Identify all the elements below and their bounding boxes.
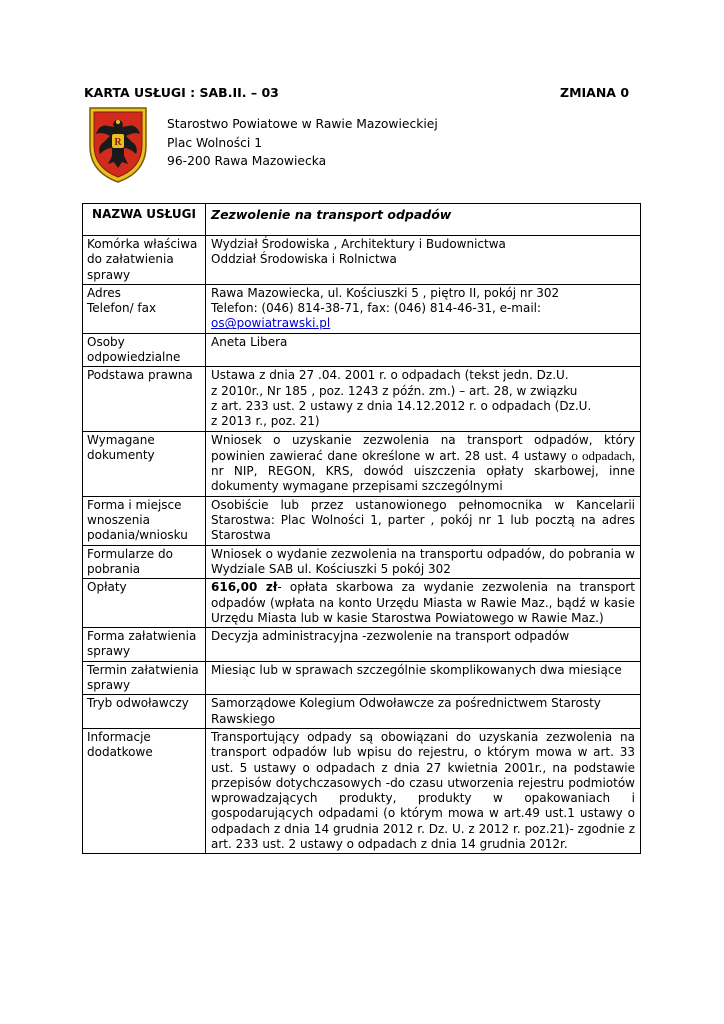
fee-amount: 616,00 zł: [211, 580, 278, 595]
revision-label: ZMIANA 0: [560, 85, 630, 100]
submission-form-label: Forma i miejsce wnoszenia podania/wniosku: [83, 496, 206, 545]
required-docs-label: Wymagane dokumenty: [83, 431, 206, 496]
docs-text-2: nr NIP, REGON, KRS, dowód uiszczenia opłaty skarbowej, inne dokumenty wymagane przepisami szczególnymi: [211, 464, 635, 494]
deadline-label: Termin załatwienia sprawy: [83, 661, 206, 695]
address-label: [83, 284, 206, 333]
settlement-form-label: Forma załatwienia sprawy: [83, 628, 206, 662]
settlement-form-value: Decyzja administracyjna -zezwolenie na transport odpadów: [206, 628, 641, 662]
legal-line-2: z 2010r., Nr 185 , poz. 1243 z późn. zm.) – art. 28, w związku: [211, 383, 578, 398]
service-name-value: Zezwolenie na transport odpadów: [206, 204, 641, 236]
legal-line-3: z art. 233 ust. 2 ustawy z dnia 14.12.2012 r. o odpadach (Dz.U.: [211, 398, 592, 413]
deadline-value: Miesiąc lub w sprawach szczególnie skomplikowanych dwa miesiące: [206, 661, 641, 695]
appeal-value: Samorządowe Kolegium Odwoławcze za pośrednictwem Starosty Rawskiego: [206, 695, 641, 729]
service-card-table: [82, 203, 641, 854]
table-row: [83, 496, 641, 545]
table-row: [83, 284, 641, 333]
legal-line-1: Ustawa z dnia 27 .04. 2001 r. o odpadach (tekst jedn. Dz.U.: [211, 368, 569, 383]
docs-text-1: Wniosek o uzyskanie zezwolenia na transport odpadów, który powinien zawierać dane określone w art. 28 ust. 4 ustawy: [211, 432, 635, 463]
submission-form-value: Osobiście lub przez ustanowionego pełnomocnika w Kancelarii Starostwa: Plac Wolności 1, parter , pokój nr 1 lub pocztą na adres Starostwa: [206, 496, 641, 545]
unit-line-2: Oddział Środowiska i Rolnictwa: [211, 252, 397, 267]
office-street: Plac Wolności 1: [167, 135, 263, 150]
coat-of-arms-icon: [84, 104, 152, 184]
unit-label: Komórka właściwa do załatwienia sprawy: [83, 236, 206, 285]
table-row: [83, 579, 641, 628]
unit-value: [206, 236, 641, 285]
card-id: KARTA USŁUGI : SAB.II. – 03: [84, 85, 279, 100]
table-row: [83, 545, 641, 579]
legal-basis-label: Podstawa prawna: [83, 367, 206, 431]
fee-description: - opłata skarbowa za wydanie zezwolenia na transport odpadów (wpłata na konto Urzędu Miasta w Rawie Maz., bądź w kasie Urzędu Miasta lub w kasie Starostwa Powiatowego w Rawie Maz.): [211, 580, 635, 625]
required-docs-value: [206, 431, 641, 496]
table-row: [83, 333, 641, 367]
docs-serif-text: o odpadach,: [571, 447, 636, 463]
table-row: [83, 431, 641, 496]
address-value: [206, 284, 641, 333]
fees-value: [206, 579, 641, 628]
office-address: [167, 115, 438, 171]
address-label-2: Telefon/ fax: [87, 301, 157, 316]
forms-value: Wniosek o wydanie zezwolenia na transportu odpadów, do pobrania w Wydziale SAB ul. Kościuszki 5 pokój 302: [206, 545, 641, 579]
additional-info-label: Informacje dodatkowe: [83, 728, 206, 853]
address-line-2: Telefon: (046) 814-38-71, fax: (046) 814-46-31, e-mail:: [211, 301, 542, 316]
table-row: [83, 204, 641, 236]
table-row: [83, 236, 641, 285]
table-row: [83, 728, 641, 853]
office-postal: 96-200 Rawa Mazowiecka: [167, 154, 327, 168]
legal-line-4: z 2013 r., poz. 21): [211, 414, 320, 429]
table-row: [83, 628, 641, 662]
persons-label: Osoby odpowiedzialne: [83, 333, 206, 367]
address-line-1: Rawa Mazowiecka, ul. Kościuszki 5 , piętro II, pokój nr 302: [211, 285, 560, 300]
table-row: [83, 367, 641, 431]
table-row: [83, 695, 641, 729]
forms-label: Formularze do pobrania: [83, 545, 206, 579]
unit-line-1: Wydział Środowiska , Architektury i Budownictwa: [211, 237, 506, 251]
office-name: Starostwo Powiatowe w Rawie Mazowieckiej: [167, 117, 438, 131]
svg-text:R: R: [114, 137, 122, 148]
table-row: [83, 661, 641, 695]
email-link[interactable]: os@powiatrawski.pl: [211, 316, 331, 331]
appeal-label: Tryb odwoławczy: [83, 695, 206, 729]
persons-value: Aneta Libera: [206, 333, 641, 367]
service-name-label: NAZWA USŁUGI: [83, 204, 206, 236]
fees-label: Opłaty: [83, 579, 206, 628]
address-label-1: Adres: [87, 285, 121, 300]
legal-basis-value: [206, 367, 641, 431]
additional-info-value: Transportujący odpady są obowiązani do uzyskania zezwolenia na transport odpadów lub wpisu do rejestru, o którym mowa w art. 33 ust. 5 ustawy o odpadach z dnia 27 kwietnia 2001r., na podstawie przepisów dotychczasowych -do czasu utworzenia rejestru podmiotów wprowadzających produkty, produkty w opakowaniach i gospodarujących odpadami (o którym mowa w art.49 ust.1 ustawy o odpadach z dnia 14 grudnia 2012 r. Dz. U. z 2012 r. poz.21)- zgodnie z art. 233 ust. 2 ustawy o odpadach z dnia 14 grudnia 2012r.: [206, 728, 641, 853]
